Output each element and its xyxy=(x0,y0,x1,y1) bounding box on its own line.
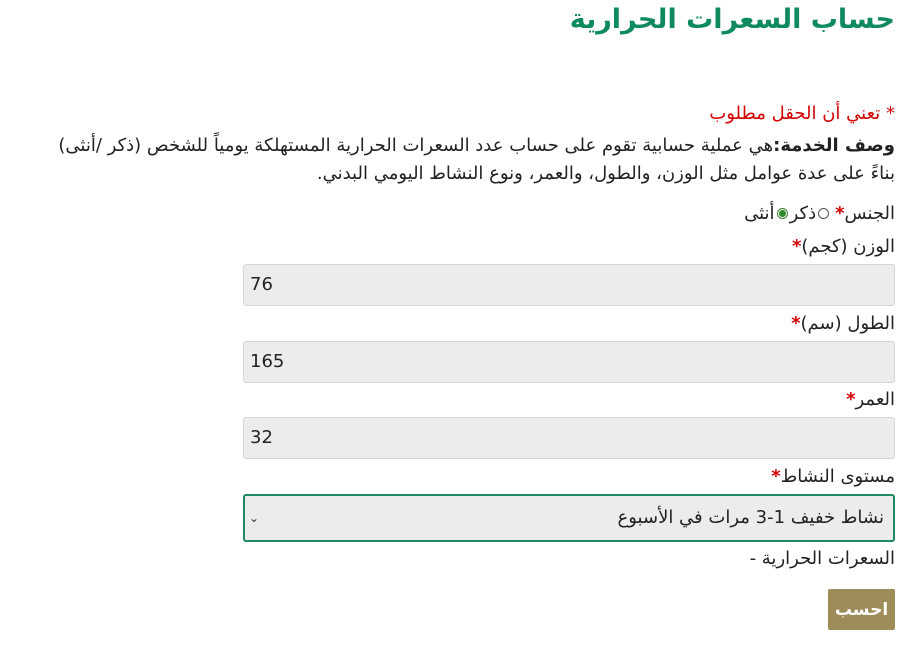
required-marker: * xyxy=(835,202,845,224)
activity-selected-value: نشاط خفيف 1-3 مرات في الأسبوع xyxy=(617,507,884,528)
height-label-row xyxy=(791,311,895,337)
chevron-down-icon: ⌄ xyxy=(249,511,260,525)
activity-label-row xyxy=(771,464,895,490)
age-input[interactable]: 32 xyxy=(243,417,895,459)
required-marker: * xyxy=(771,466,781,487)
weight-input[interactable]: 76 xyxy=(243,264,895,306)
required-marker: * xyxy=(846,389,856,410)
activity-level-select[interactable] xyxy=(243,494,895,542)
required-note: * تعني أن الحقل مطلوب xyxy=(709,103,895,124)
gender-female-label[interactable]: أنثى xyxy=(744,202,775,224)
required-marker: * xyxy=(791,313,801,334)
service-description xyxy=(38,132,895,188)
gender-male-radio[interactable] xyxy=(818,208,829,219)
height-label: الطول (سم) xyxy=(800,313,895,334)
page-title: حساب السعرات الحرارية xyxy=(569,4,895,35)
height-input[interactable]: 165 xyxy=(243,341,895,383)
calculate-button[interactable]: احسب xyxy=(828,589,895,630)
required-marker: * xyxy=(791,236,802,257)
age-label: العمر xyxy=(855,389,895,410)
gender-label: الجنس xyxy=(844,202,895,224)
activity-label: مستوى النشاط xyxy=(780,466,895,487)
age-label-row xyxy=(846,387,895,413)
weight-label-row xyxy=(792,234,895,260)
gender-female-radio[interactable] xyxy=(777,208,788,219)
gender-male-label[interactable]: ذكر xyxy=(789,202,817,224)
calories-result: السعرات الحرارية - xyxy=(749,548,895,569)
weight-label: الوزن (كجم) xyxy=(801,236,895,257)
gender-field xyxy=(744,200,895,226)
description-text: هي عملية حسابية تقوم على حساب عدد السعرات الحرارية المستهلكة يومياً للشخص (ذكر /أنثى) بناءً على عدة عوامل مثل الوزن، والطول، والعمر، ونوع النشاط اليومي البدني. xyxy=(58,135,895,184)
description-label: وصف الخدمة: xyxy=(773,135,895,156)
